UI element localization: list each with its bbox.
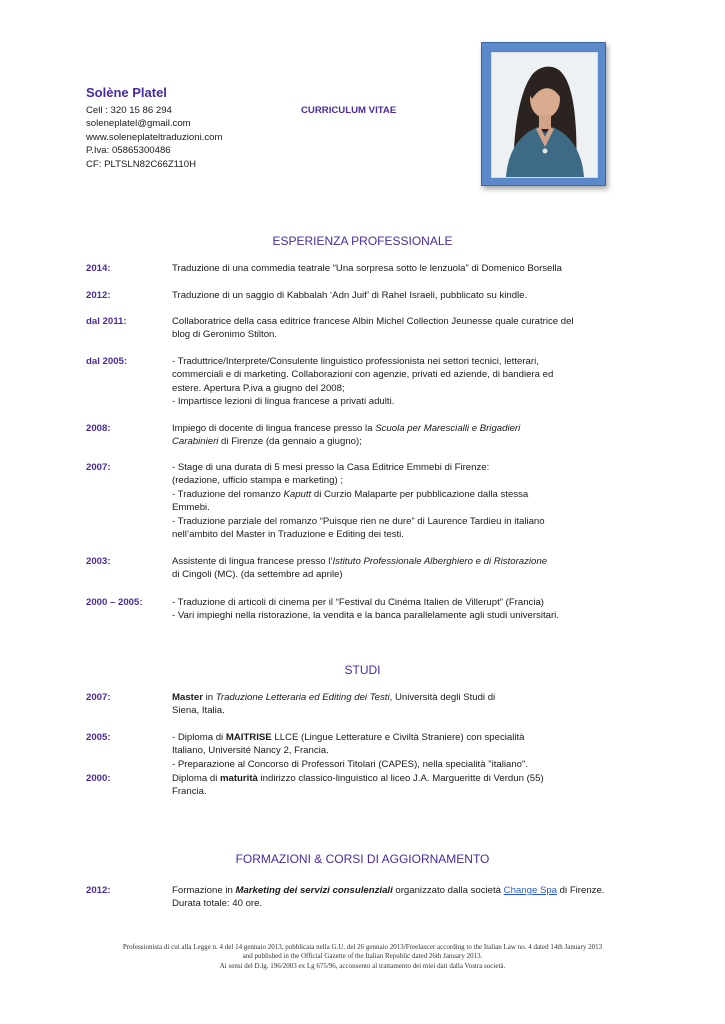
bold-italic-segment: Marketing dei servizi consulenziali	[235, 885, 393, 896]
entry-date: 2008:	[86, 423, 111, 434]
entry-line	[172, 435, 602, 448]
entry-description	[172, 555, 602, 582]
entry-line: Emmebi.	[172, 502, 210, 514]
tax-code: CF: PLTSLN82C66Z110H	[86, 158, 197, 170]
entry-line: di Cingoli (MC). (da settembre ad aprile)	[172, 569, 343, 581]
entry-description	[172, 691, 602, 718]
bold-segment: maturità	[220, 773, 258, 784]
entry-date: 2007:	[86, 692, 111, 703]
text-segment: , Università degli Studi di	[389, 692, 496, 703]
entry-date: 2012:	[86, 885, 111, 896]
entry-line: (redazione, ufficio stampa e marketing) ;	[172, 475, 343, 487]
entry-date: dal 2011:	[86, 316, 127, 327]
entry-line: - Traduzione di articoli di cinema per il “Festival du Cinéma Italien de Villerupt” (Francia)	[172, 597, 545, 608]
text-segment: organizzato dalla società	[392, 885, 504, 896]
entry-date: 2012:	[86, 290, 111, 301]
entry-date: dal 2005:	[86, 356, 128, 367]
entry-line: - Preparazione al Concorso di Professori Titolari (CAPES), nella specialità "italiano".	[172, 758, 529, 770]
text-segment: di Firenze.	[557, 885, 605, 896]
entry-description	[172, 315, 602, 342]
section-title-formazioni: FORMAZIONI & CORSI DI AGGIORNAMENTO	[235, 852, 490, 866]
italic-segment: Kaputt	[283, 488, 312, 500]
italic-segment: Carabinieri	[172, 436, 219, 448]
entry-description	[172, 262, 602, 275]
entry-description	[172, 461, 602, 541]
italic-segment: Scuola per Marescialli e Brigadieri	[375, 423, 521, 434]
entry-line: Durata totale: 40 ore.	[172, 898, 263, 910]
entry-description	[172, 772, 602, 799]
email-address: soleneplatel@gmail.com	[86, 118, 191, 130]
entry-line: Italiano, Université Nancy 2, Francia.	[172, 745, 329, 757]
bold-segment: Master	[172, 692, 203, 703]
profile-photo-frame	[481, 42, 606, 186]
entry-line: - Vari impieghi nella ristorazione, la vendita e la banca parallelamente agli studi universitari.	[172, 610, 559, 622]
entry-line	[172, 731, 602, 744]
text-segment: Assistente di lingua francese presso l’	[172, 556, 333, 567]
phone-number: Cell : 320 15 86 294	[86, 105, 172, 116]
italic-segment: Traduzione Letteraria ed Editing dei Testi	[215, 692, 390, 703]
entry-date: 2003:	[86, 556, 111, 567]
cv-title: CURRICULUM VITAE	[301, 105, 397, 116]
entry-line: - Impartisce lezioni di lingua francese a privati adulti.	[172, 396, 395, 408]
entry-line: - Traduttrice/Interprete/Consulente linguistico professionista nei settori tecnici, letterari,	[172, 356, 539, 367]
entry-line	[172, 884, 605, 897]
bold-segment: MAITRISE	[225, 732, 272, 743]
text-segment: Diploma di	[172, 773, 220, 784]
italic-segment: Istituto Professionale Alberghiero e di Ristorazione	[332, 556, 548, 567]
website: www.soleneplateltraduzioni.com	[86, 131, 223, 143]
entry-line	[172, 422, 602, 435]
entry-line: blog di Geronimo Stilton.	[172, 329, 278, 341]
entry-description	[172, 422, 602, 449]
entry-description	[172, 289, 602, 302]
text-segment: LLCE (Lingue Letterature e Civiltà Straniere) con specialità	[271, 732, 525, 743]
entry-line	[172, 772, 602, 785]
vat-number: P.Iva: 05865300486	[86, 145, 171, 157]
entry-line	[172, 691, 602, 704]
entry-line: - Traduzione parziale del romanzo “Puisque rien ne dure” di Laurence Tardieu in italiano	[172, 515, 545, 527]
text-segment: - Traduzione del romanzo	[172, 488, 284, 500]
entry-line: - Stage di una durata di 5 mesi presso la Casa Editrice Emmebi di Firenze:	[172, 462, 490, 473]
entry-line	[172, 555, 602, 568]
entry-date: 2014:	[86, 263, 111, 274]
contact-block	[86, 104, 223, 171]
entry-line: Siena, Italia.	[172, 705, 225, 717]
entry-line: Traduzione di un saggio di Kabbalah ‘Adn Juif’ di Rahel Israeli, pubblicato su kindle.	[172, 290, 528, 301]
entry-description	[172, 355, 602, 409]
company-link[interactable]: Change Spa	[503, 885, 558, 896]
entry-date: 2000:	[86, 773, 111, 784]
entry-line: nell’ambito del Master in Traduzione e Editing dei testi.	[172, 529, 404, 541]
entry-date: 2005:	[86, 732, 111, 743]
entry-description	[172, 731, 602, 771]
entry-description	[172, 596, 602, 623]
text-segment: Impiego di docente di lingua francese presso la	[172, 423, 376, 434]
text-segment: di Firenze (da gennaio a giugno);	[218, 436, 362, 448]
legal-footer	[50, 943, 675, 971]
portrait-illustration	[492, 53, 597, 177]
footer-line: and published in the Official Gazette of the Italian Republic dated 26th January 2013.	[242, 952, 483, 961]
entry-date: 2007:	[86, 462, 111, 473]
text-segment: Formazione in	[172, 885, 236, 896]
text-segment: indirizzo classico-linguistico al liceo J.A. Margueritte di Verdun (55)	[257, 773, 544, 784]
section-title-esperienza: ESPERIENZA PROFESSIONALE	[272, 234, 453, 248]
text-segment: - Diploma di	[172, 732, 226, 743]
profile-photo	[491, 52, 598, 178]
entry-line: estere. Apertura P.iva a giugno del 2008;	[172, 382, 345, 394]
entry-line	[172, 488, 602, 501]
entry-line: Francia.	[172, 786, 207, 798]
entry-line: Traduzione di una commedia teatrale “Una sorpresa sotto le lenzuola” di Domenico Borsella	[172, 263, 562, 274]
footer-line: Professionista di cui alla Legge n. 4 del 14 gennaio 2013, pubblicata nella G.U. del 26 gennaio 2013/Freelancer according to the Italian Law no. 4 dated 14th January 2013	[122, 943, 603, 951]
entry-date: 2000 – 2005:	[86, 597, 143, 608]
text-segment: in	[202, 692, 216, 703]
footer-line: Ai sensi del D.lg. 196/2003 ex Lg 675/96, acconsento al trattamento dei miei dati dalla Vostra società.	[219, 961, 506, 970]
candidate-name: Solène Platel	[86, 85, 167, 100]
entry-line: commerciali e di marketing. Collaborazioni con agenzie, privati ed aziende, di bandiera ed	[172, 369, 554, 381]
text-segment: di Curzio Malaparte per pubblicazione dalla stessa	[311, 488, 529, 500]
entry-description	[172, 884, 605, 911]
section-title-studi: STUDI	[344, 663, 381, 677]
entry-line: Collaboratrice della casa editrice francese Albin Michel Collection Jeunesse quale curatrice del	[172, 316, 574, 327]
